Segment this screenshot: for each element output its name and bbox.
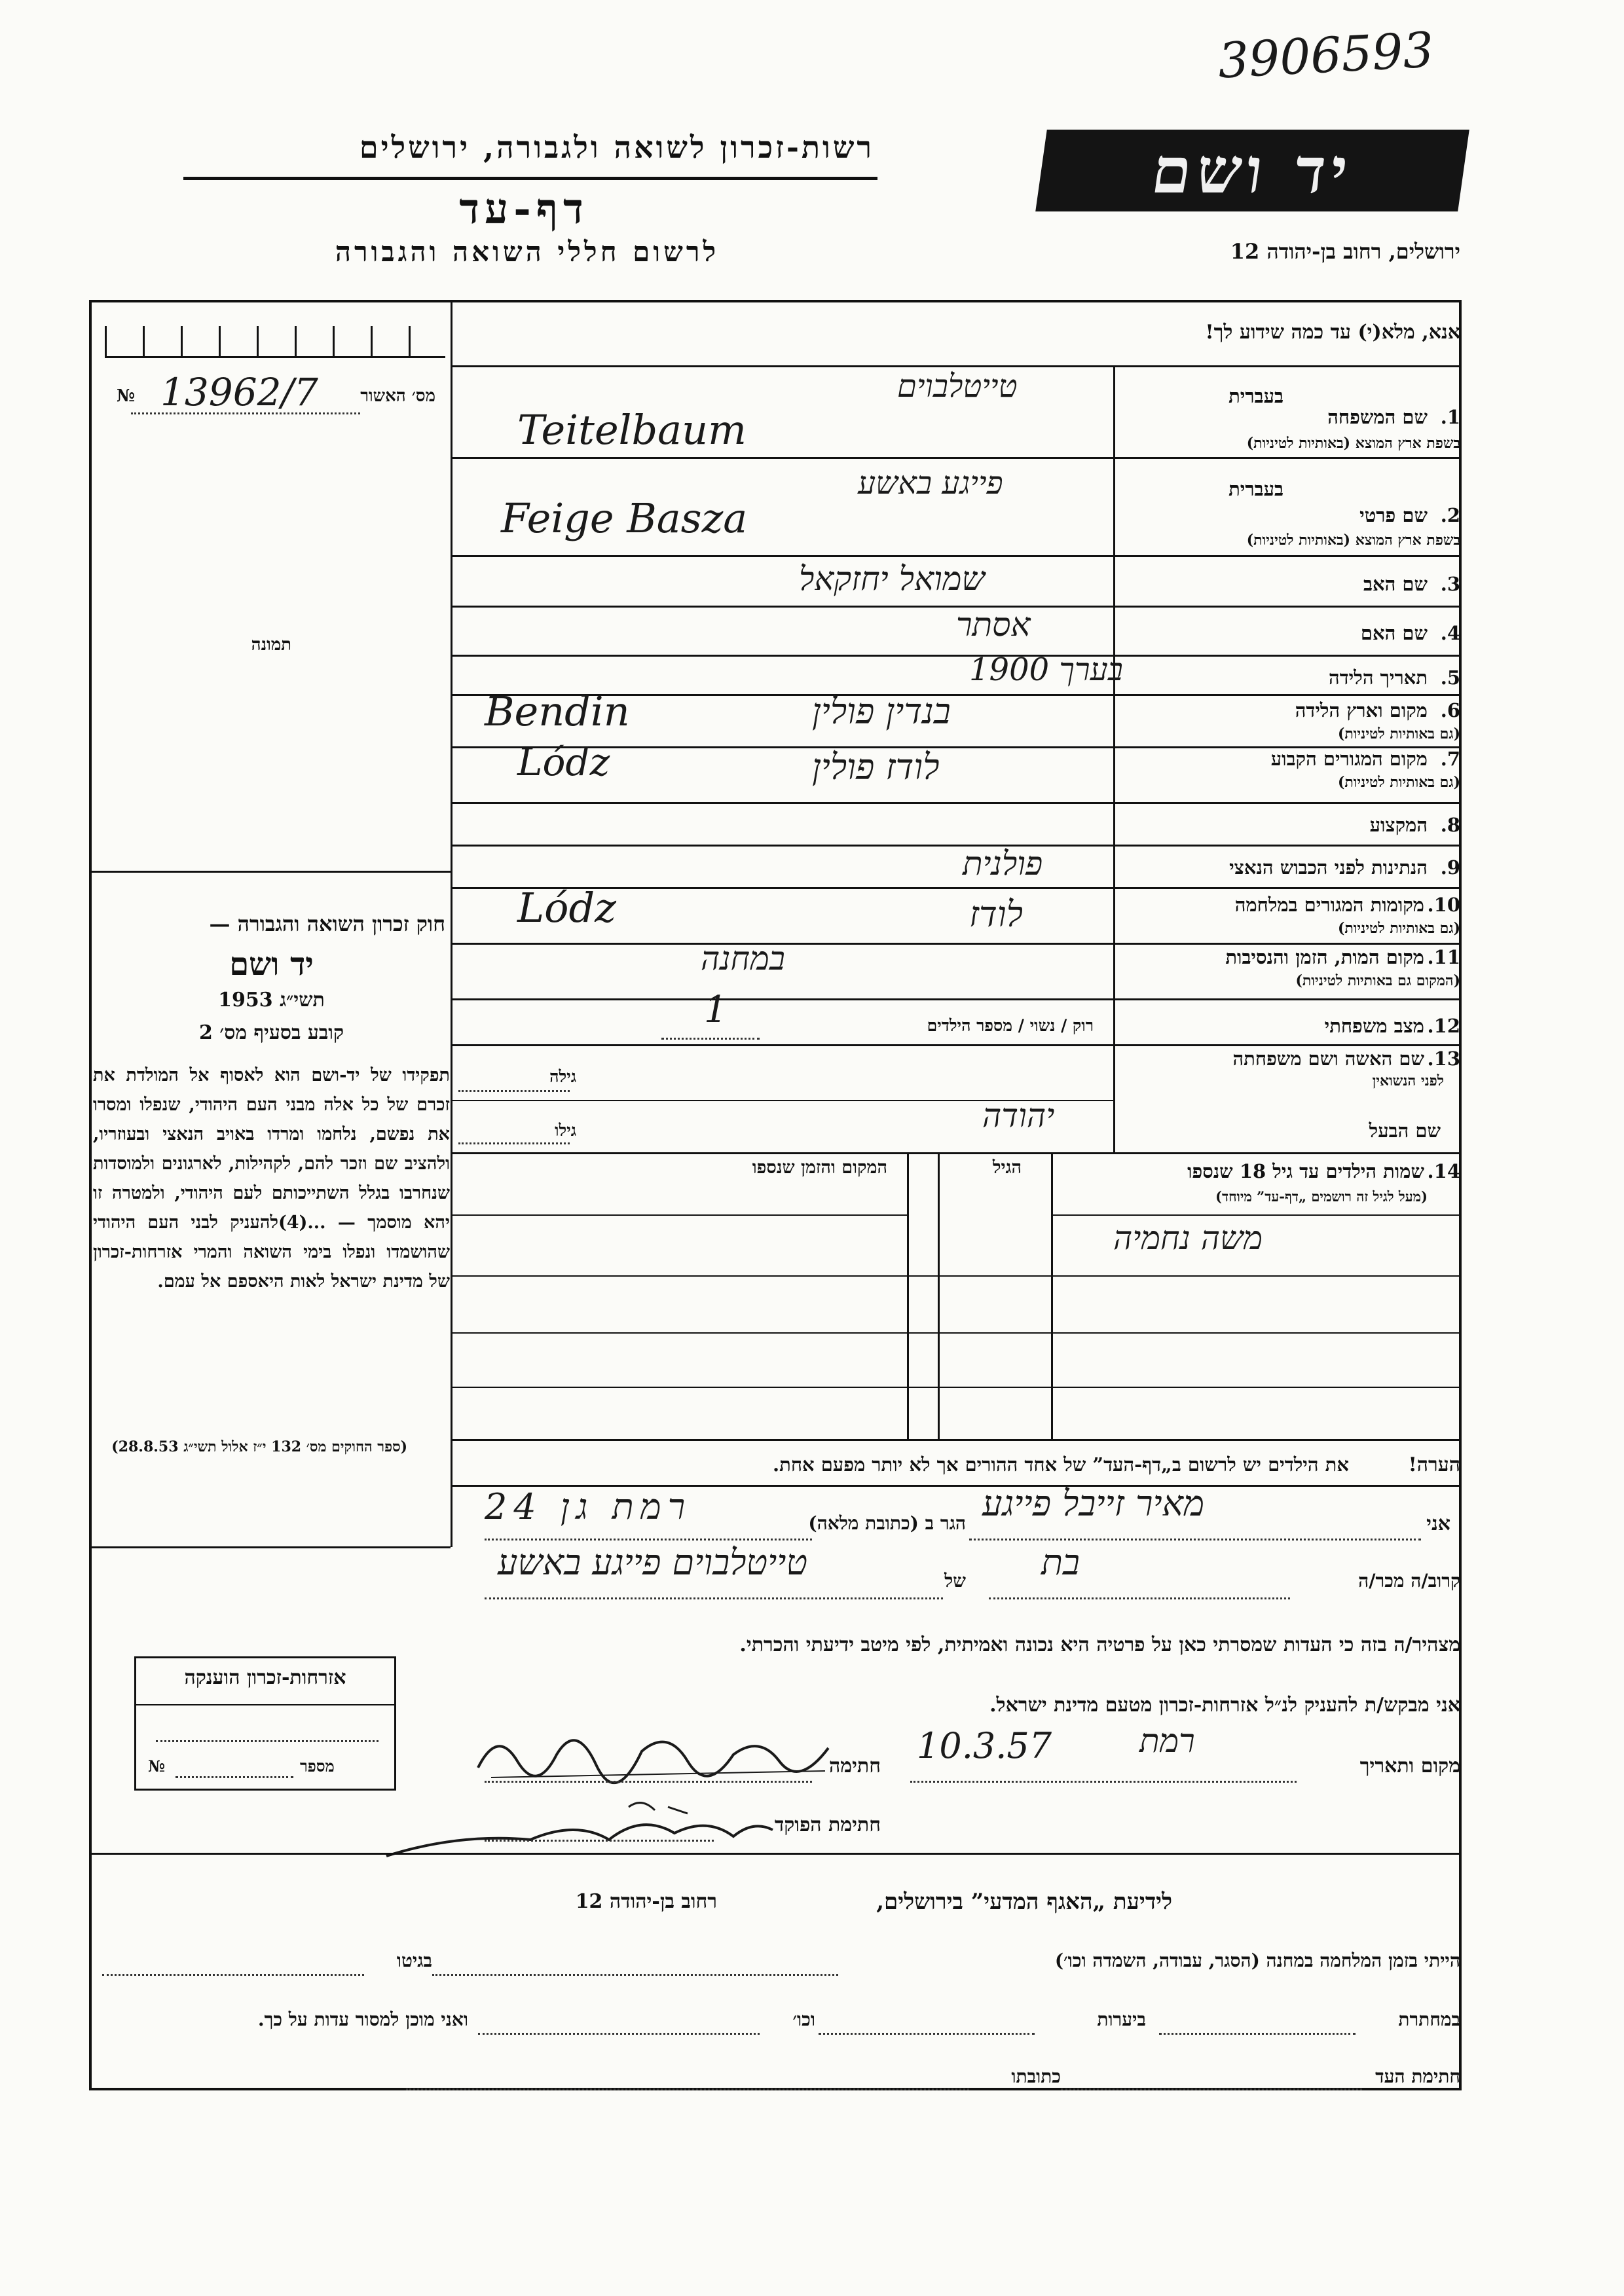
husband-label: שם הבעל [1369, 1120, 1441, 1142]
field-2-value-latin: Feige Basza [501, 494, 748, 542]
notice-title: לידיעת „האגף המדעי” בירושלים, [876, 1889, 1172, 1915]
of-label: של [944, 1570, 966, 1592]
archive-number: 3906593 [1216, 22, 1435, 90]
field-7-num: 7. [1440, 748, 1460, 770]
husband-age-label: גילו [555, 1121, 576, 1140]
authority-title: רשות-זכרון לשואה ולגבורה, ירושלים [359, 130, 874, 165]
f14-bottom [451, 1439, 1462, 1441]
note-text: את הילדים יש לרשום ב„דף-העד” של אחד ההורים אך לא יותר מפעם אחת. [773, 1453, 1349, 1476]
notice-line1-a: הייתי בזמן המלחמה במחנה (הסגר, עבודה, השמדה וכו׳) [1054, 1950, 1460, 1971]
notice-line2-d: ואני מוכן למסור עדות על כך. [257, 2009, 468, 2030]
photo-label: תמונה [251, 635, 291, 655]
field-11-num: 11. [1427, 946, 1460, 968]
field-2-label: שם פרטי [1359, 504, 1428, 526]
field-7-value-he: לודז פולין [812, 746, 940, 788]
field-3-num: 3. [1440, 573, 1460, 595]
field-7-line [451, 802, 1462, 804]
values-left-divider [451, 367, 452, 1152]
memorial-box-title: אזרחות-זכרון הוענקה [184, 1666, 346, 1689]
memorial-box-prefix: № [148, 1757, 166, 1776]
declarant-address-value: רמת גן 24 [485, 1486, 692, 1527]
intro-text: אנא, מלא(י) עד כמה שידוע לך! [1205, 321, 1460, 344]
notice-line2-b: ביערות [1097, 2009, 1146, 2030]
declarant-ani: אני [1426, 1512, 1450, 1535]
field-13-age-label: גילה [549, 1067, 576, 1086]
field-2-num: 2. [1440, 504, 1460, 526]
law-body: תפקידו של יד-ושם הוא לאסוף אל המולדת את זכרם של כל אלה מבני העם היהודי, שנפלו ומסרו את נפשם, נלחמו ומרדו באויב הנאצי ובעוזריו, ולהציב שם וזכר להם, לקהילות, לארגונים ולמוסדות שנחרבו בגלל השתייכותם לעם היהודי, ולמטרה זו יהא מוסמך — ...(4)להעניק לבני העם היהודי שהושמדו ונפלו בימי השואה והמרי אזרחות-זכרון של מדינת ישראל לאות היאספם אל עמם. [93, 1065, 450, 1292]
field-13-num: 13. [1427, 1048, 1460, 1070]
field-14-sub: (מעל לגיל זה רושמים „דף-עד” מיוחד) [1215, 1188, 1428, 1205]
field-2-hebrew-tag: בעברית [1228, 478, 1283, 500]
field-10-value-he: לודז [969, 894, 1024, 935]
law-title: חוק זכרון השואה והגבורה — [209, 911, 445, 936]
field-2-value-he: פייגע באשע [858, 465, 1003, 501]
header-address: ירושלים, רחוב בן-יהודה 12 [1230, 239, 1460, 264]
field-1-value-latin: Teitelbaum [517, 406, 747, 454]
field-11-line [451, 998, 1462, 1000]
field-8-line [451, 845, 1462, 847]
declaration-text: מצהיר/ה בזה כי העדות שמסרתי כאן על פרטיה היא נכונה ואמיתית, לפי מיטב ידיעתי והכרתי. [739, 1633, 1460, 1656]
field-1-value-he: טייטלבוים [897, 368, 1018, 405]
f14-row-1 [451, 1275, 1462, 1277]
label-column-divider [1113, 367, 1115, 1152]
field-11-label: מקום המות, הזמן והנסיבות [1225, 946, 1424, 968]
officer-signature [380, 1794, 786, 1866]
field-7-label: מקום המגורים הקבוע [1270, 748, 1428, 770]
declarant-address-label: הגר ב (כתובת מלאה) [808, 1512, 966, 1534]
field-9-label: הנתינות לפני הכבוש הנאצי [1229, 856, 1428, 879]
officer-dots [485, 1840, 714, 1842]
field-12-label: מצב משפחתי [1324, 1015, 1424, 1037]
approval-prefix: № [117, 386, 136, 406]
law-bottom [89, 1546, 451, 1548]
field-13-age-dots [458, 1090, 570, 1092]
stamp-strip [105, 326, 445, 357]
date-value: 10.3.57 [917, 1725, 1052, 1766]
field-1-hebrew-tag: בעברית [1228, 385, 1283, 407]
declarant-name: מאיר זייבל פייגע [982, 1483, 1205, 1524]
notice-line1-b: בגיטו [396, 1950, 432, 1971]
memorial-citizenship-box [134, 1656, 396, 1791]
memorial-box-number-label: מספר [300, 1757, 335, 1776]
field-13-bottom [451, 1152, 1462, 1154]
field-4-label: שם האם [1360, 622, 1428, 644]
field-10-line [451, 943, 1462, 945]
field-5-value: בערך 1900 [969, 651, 1123, 688]
husband-value: יהודה [982, 1097, 1055, 1135]
notice-divider [89, 1853, 1462, 1855]
request-text: אני מבקש/ת להעניק לנ״ל אזרחות-זכרון מטעם מדינת ישראל. [989, 1694, 1460, 1717]
field-4-value: אסתר [956, 606, 1031, 644]
officer-label: חתימת הפוקד [774, 1813, 881, 1836]
place-value: רמת [1139, 1722, 1195, 1760]
field-6-num: 6. [1440, 699, 1460, 721]
col-divider-1 [1051, 1152, 1053, 1440]
field-1-line [451, 457, 1462, 459]
col-divider-2 [938, 1152, 940, 1440]
field-5-num: 5. [1440, 666, 1460, 689]
field-4-line [451, 655, 1462, 657]
relation-value: בת [1041, 1542, 1080, 1583]
form-name: דף-עד [459, 185, 589, 234]
field-8-label: המקצוע [1369, 814, 1428, 836]
col-divider-3 [907, 1152, 909, 1440]
field-9-num: 9. [1440, 856, 1460, 879]
approval-dots [131, 412, 360, 414]
place-date-label: מקום ותאריך [1359, 1755, 1460, 1777]
authority-underline [183, 177, 877, 180]
notice-line3-b: כתובתו [1011, 2066, 1061, 2087]
field-10-num: 10. [1427, 894, 1460, 916]
f14-head-line [1051, 1214, 1462, 1216]
f14-row-2 [451, 1332, 1462, 1334]
field-2-sub: בשפת ארץ המוצא (באותיות לטיניות) [1246, 532, 1460, 549]
law-name: יד ושם [229, 946, 314, 983]
relation-dots [989, 1597, 1290, 1599]
law-source: (ספר החוקים מס׳ 132 י״ז אלול תשי״ג 28.8.53) [111, 1438, 407, 1455]
notice-line2-c: וכו׳ [792, 2009, 815, 2030]
of-dots [485, 1597, 943, 1599]
child-1-name: משה נחמיה [1113, 1219, 1263, 1257]
relation-label: קרוב/ה מכר/ה [1358, 1570, 1460, 1592]
declarant-name-dots [969, 1539, 1421, 1540]
law-clause: קובע בסעיף מס׳ 2 [198, 1021, 344, 1044]
law-year: תשי״ג 1953 [218, 989, 325, 1011]
field-11-value: במחנה [701, 939, 785, 977]
husband-age-dots [458, 1142, 570, 1144]
field-7-sub: (גם באותיות לטיניות) [1337, 774, 1460, 791]
col-place-header: המקום והזמן שנספו [752, 1157, 887, 1178]
field-10-value-latin: Lódz [517, 884, 616, 932]
place-date-dots [910, 1781, 1297, 1783]
of-value: טייטלבוים פייגע באשע [498, 1542, 808, 1583]
field-12-options: רוק / נשוי / מספר הילדים [927, 1016, 1094, 1035]
field-14-num: 14. [1427, 1160, 1460, 1182]
field-6-value-he: בנדין פולין [812, 691, 951, 732]
field-9-value: פולנית [963, 845, 1043, 883]
yad-vashem-logo: יד ושם [1035, 130, 1469, 211]
field-3-value: שמואל יחזקאל [799, 560, 985, 598]
field-13-label: שם האשה ושם משפחתה [1232, 1048, 1424, 1070]
field-6-value-latin: Bendin [485, 687, 630, 735]
field-4-num: 4. [1440, 622, 1460, 644]
field-14-label: שמות הילדים עד גיל 18 שנספו [1187, 1160, 1424, 1182]
signature-label: חתימה [829, 1755, 881, 1777]
field-6-label: מקום וארץ הלידה [1295, 699, 1428, 721]
field-12-num: 12. [1427, 1015, 1460, 1037]
field-10-sub: (גם באותיות לטיניות) [1337, 920, 1460, 937]
field-2-line [451, 555, 1462, 557]
field-7-value-latin: Lódz [517, 740, 610, 784]
field-8-num: 8. [1440, 814, 1460, 836]
notice-line1-dots2 [102, 1974, 364, 1976]
note-title: הערה! [1408, 1453, 1460, 1476]
field-3-label: שם האב [1363, 573, 1428, 595]
declarant-signature [471, 1715, 838, 1787]
field-5-label: תאריך הלידה [1329, 666, 1428, 689]
notice-address: רחוב בן-יהודה 12 [575, 1890, 717, 1913]
field-13-sub: לפני הנשואין [1372, 1072, 1444, 1089]
notice-line1-dots [432, 1974, 838, 1976]
photo-bottom-line [89, 871, 451, 873]
field-1-num: 1. [1440, 406, 1460, 428]
f14-head-line-2 [451, 1214, 909, 1216]
field-1-sub: בשפת ארץ המוצא (באותיות לטיניות) [1246, 435, 1460, 452]
field-11-sub: (המקום גם באותיות לטיניות) [1295, 972, 1460, 989]
field-6-sub: (גם באותיות לטיניות) [1337, 725, 1460, 742]
notice-line2-a: במחתרת [1398, 2009, 1460, 2030]
field-12-dots [661, 1038, 760, 1040]
field-10-label: מקומות המגורים במלחמה [1234, 894, 1424, 916]
field-1-label: שם המשפחה [1327, 406, 1428, 428]
declarant-address-dots [485, 1539, 812, 1540]
approval-value: 13962/7 [160, 370, 318, 414]
signature-dots [485, 1781, 812, 1783]
intro-underline [451, 365, 1462, 367]
notice-line3-a: חתימת העד [1375, 2066, 1460, 2087]
f14-row-3 [451, 1387, 1462, 1388]
field-12-line [451, 1044, 1462, 1046]
field-12-value: 1 [704, 989, 728, 1031]
approval-label: מס׳ האשור [360, 386, 435, 406]
col-age-header: הגיל [992, 1157, 1022, 1178]
form-subtitle: לרשום חללי השואה והגבורה [335, 236, 720, 268]
